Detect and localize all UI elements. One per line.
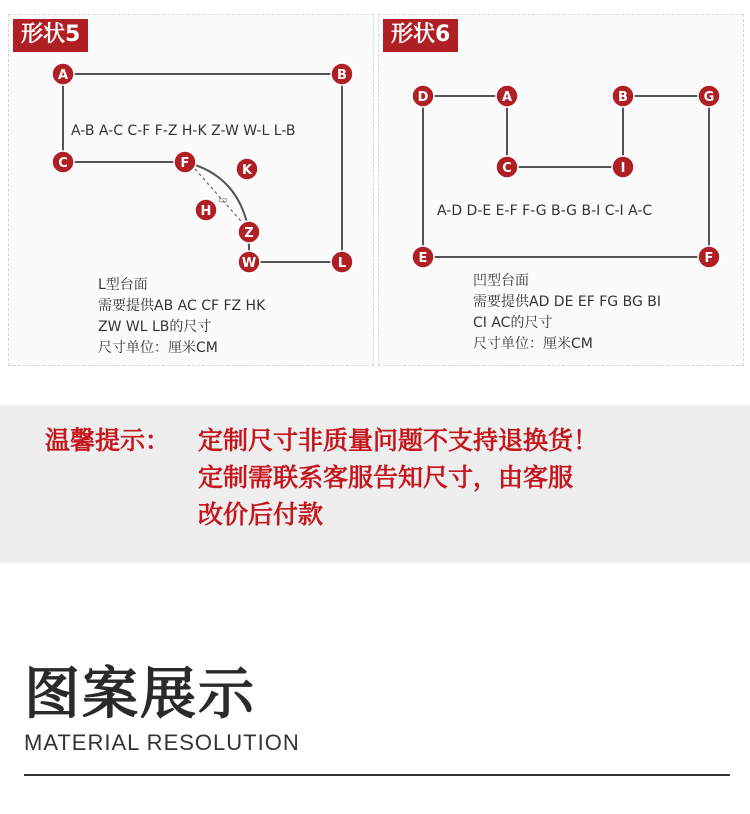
notice-label: 温馨提示： <box>45 426 171 455</box>
shape5-hk-marker: ▭ <box>218 195 228 206</box>
svg-text:E: E <box>418 251 428 266</box>
shape6-point-f <box>698 246 720 268</box>
shape6-panel <box>378 14 744 366</box>
svg-text:B: B <box>337 68 347 83</box>
svg-text:F: F <box>704 251 714 266</box>
section-title: 图案展示 <box>24 662 256 727</box>
shape5-sequence: A-B A-C C-F F-Z H-K Z-W W-L L-B <box>71 123 296 139</box>
svg-text:A: A <box>501 90 513 105</box>
shape6-tag: 形状6 <box>383 19 458 52</box>
shape5-desc-line: 尺寸单位：厘米CM <box>98 340 218 356</box>
svg-text:C: C <box>58 156 68 171</box>
svg-text:B: B <box>618 90 628 105</box>
shape5-desc-line: ZW WL LB的尺寸 <box>98 319 212 335</box>
shape5-point-b <box>331 63 353 85</box>
shape6-sequence: A-D D-E E-F F-G B-G B-I C-I A-C <box>437 203 653 219</box>
svg-text:A: A <box>57 68 69 83</box>
svg-text:C: C <box>502 161 512 176</box>
shape5-desc-line: 需要提供AB AC CF FZ HK <box>98 298 266 314</box>
shape6-point-b <box>612 85 634 107</box>
svg-text:I: I <box>620 161 626 176</box>
shape5-point-h <box>195 199 217 221</box>
svg-text:Z: Z <box>244 226 254 241</box>
notice-line: 定制尺寸非质量问题不支持退换货！ <box>198 426 599 455</box>
svg-text:F: F <box>180 156 190 171</box>
svg-text:K: K <box>241 163 253 178</box>
shape6-desc-line: 凹型台面 <box>473 273 529 289</box>
shape6-point-d <box>412 85 434 107</box>
shape6-desc-line: CI AC的尺寸 <box>473 315 553 331</box>
shape6-point-e <box>412 246 434 268</box>
shape6-desc-line: 需要提供AD DE EF FG BG BI <box>473 294 661 310</box>
shape5-panel <box>8 14 374 366</box>
svg-text:W: W <box>241 256 257 271</box>
notice-line: 定制需联系客服告知尺寸，由客服 <box>198 463 574 492</box>
svg-text:D: D <box>417 90 429 105</box>
shape5-point-w <box>238 251 260 273</box>
shape6-point-c <box>496 156 518 178</box>
shape5-desc-line: L型台面 <box>98 277 148 293</box>
shape6-point-a <box>496 85 518 107</box>
shape5-point-a <box>52 63 74 85</box>
shape5-point-z <box>238 221 260 243</box>
shape5-tag: 形状5 <box>13 19 88 52</box>
shape5-point-c <box>52 151 74 173</box>
svg-text:H: H <box>200 204 212 219</box>
shape5-point-k <box>236 158 258 180</box>
shape5-point-f <box>174 151 196 173</box>
shape6-point-i <box>612 156 634 178</box>
shape6-outline <box>423 96 709 257</box>
svg-text:G: G <box>703 90 715 105</box>
shape5-point-l <box>331 251 353 273</box>
svg-text:L: L <box>337 256 347 271</box>
notice-line: 改价后付款 <box>198 500 324 529</box>
shape6-description <box>473 271 661 355</box>
shape6-point-g <box>698 85 720 107</box>
section-subtitle: MATERIAL RESOLUTION <box>24 730 300 755</box>
shape6-desc-line: 尺寸单位：厘米CM <box>473 336 593 352</box>
section-divider <box>24 774 730 776</box>
shape5-description <box>98 275 265 359</box>
shape5-outline <box>63 74 342 262</box>
